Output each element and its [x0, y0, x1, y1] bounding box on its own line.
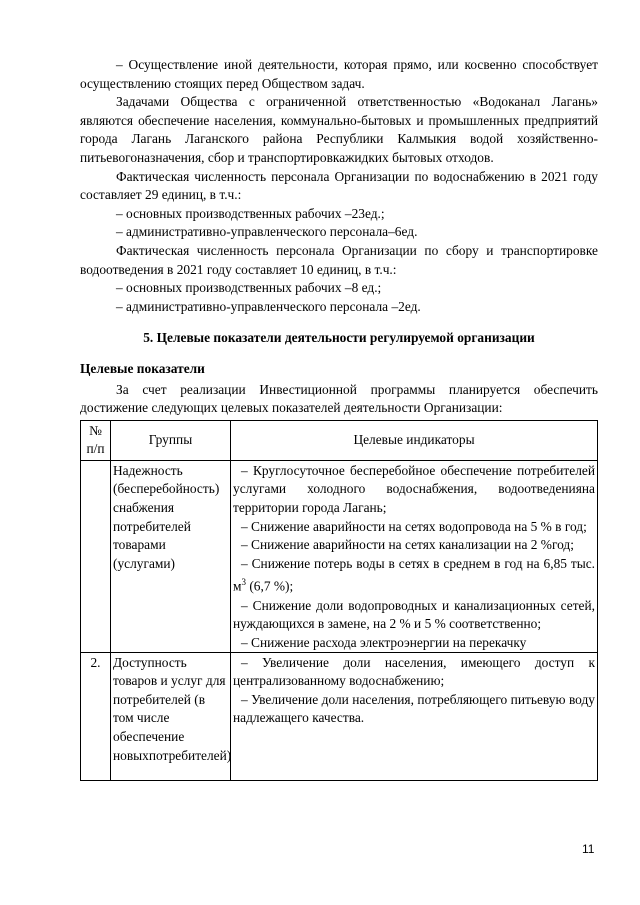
paragraph-staff-sewage: Фактическая численность персонала Организации по сбору и транспортировке водоотведения в 2021 году составляет 10 единиц, в т.ч.: [80, 242, 598, 277]
paragraph-tasks: Задачами Общества с ограниченной ответственностью «Водоканал Лагань» являются обеспечение населения, коммунально-бытовых и промышленных предприятий города Лагань Лаганского района Республики Калмыкия водой хозяйственно-питьевогоназначения, сбор и транспортировкажидких бытовых отходов. [80, 94, 598, 165]
list-item: – основных производственных рабочих –8 ед.; [116, 280, 382, 296]
document-page [80, 56, 598, 781]
targets-table [80, 420, 598, 781]
indicator-text: (6,7 %); [245, 578, 294, 594]
indicator-item: – Увеличение доли населения, имеющего доступ к централизованному водоснабжению; [233, 654, 595, 689]
header-num: № п/п [81, 420, 111, 460]
row-number: 2. [81, 652, 111, 780]
indicator-item: – Снижение доли водопроводных и канализационных сетей, нуждающихся в замене, на 2 % и 5 % соответственно; [233, 597, 595, 632]
row-number [81, 460, 111, 652]
list-item: – административно-управленческого персонала–6ед. [116, 224, 418, 240]
indicator-item: – Снижение аварийности на сетях канализации на 2 %год; [241, 537, 574, 553]
table-row [81, 652, 598, 780]
list-item: – основных производственных рабочих –23ед.; [116, 205, 385, 221]
indicator-item: – Снижение аварийности на сетях водопровода на 5 % в год; [241, 518, 587, 534]
subheading: Целевые показатели [80, 360, 205, 376]
indicator-item [233, 555, 595, 597]
indicator-text: – Снижение потерь воды в сетях в среднем в год на 6,85 тыс. м [233, 555, 595, 594]
superscript: 3 [241, 577, 246, 588]
indicator-item: – Круглосуточное бесперебойное обеспечение потребителей услугами холодного водоснабжения, водоотведенияна территории города Лагань; [233, 462, 595, 516]
intro-paragraph: За счет реализации Инвестиционной программы планируется обеспечить достижение следующих целевых показателей деятельности Организации: [80, 381, 598, 416]
paragraph-staff-water: Фактическая численность персонала Организации по водоснабжению в 2021 году составляет 29 единиц, в т.ч.: [80, 168, 598, 203]
page-number: 11 [582, 842, 595, 856]
header-indicators: Целевые индикаторы [231, 420, 598, 460]
row-group: Надежность (бесперебойность) снабжения потребителей товарами (услугами) [111, 460, 231, 652]
indicator-item: – Снижение расхода электроэнергии на перекачку [241, 634, 527, 650]
table-header-row [81, 420, 598, 460]
indicator-item: – Увеличение доли населения, потребляющего питьевую воду надлежащего качества. [233, 691, 595, 726]
list-item: – административно-управленческого персонала –2ед. [116, 298, 421, 314]
table-row [81, 460, 598, 652]
header-group: Группы [111, 420, 231, 460]
row-indicators [231, 460, 598, 652]
section-heading: 5. Целевые показатели деятельности регулируемой организации [143, 330, 535, 346]
paragraph-activity: – Осуществление иной деятельности, которая прямо, или косвенно способствует осуществлению стоящих перед Обществом задач. [80, 57, 598, 91]
row-indicators [231, 652, 598, 780]
row-group: Доступность товаров и услуг для потребителей (в том числе обеспечение новыхпотребителей) [111, 652, 231, 780]
